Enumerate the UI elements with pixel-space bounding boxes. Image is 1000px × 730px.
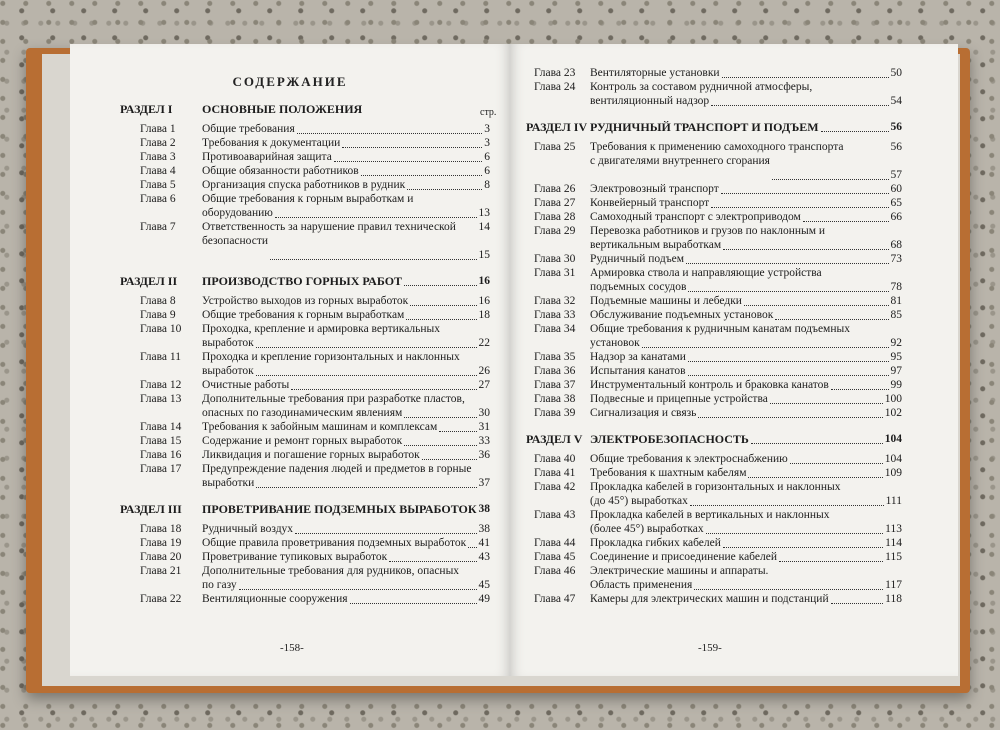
entry-title: Общие требования к горным выработкам <box>202 309 405 321</box>
page-ref: 115 <box>885 551 902 563</box>
entry-title: Общие требования <box>202 123 295 135</box>
page-ref: 6 <box>484 151 490 163</box>
entry-title-cont: вентиляционный надзор <box>590 95 710 107</box>
page-ref: 36 <box>478 449 490 461</box>
entry-title: Общие обязанности работников <box>202 165 359 177</box>
entry-title: Инструментальный контроль и браковка канатов <box>590 379 829 391</box>
page-ref: 100 <box>884 393 902 405</box>
dot-leader <box>406 318 477 320</box>
dot-leader <box>439 430 477 432</box>
entry-title-cont: (до 45°) выработках <box>590 495 688 507</box>
chapter-label: Глава 39 <box>534 407 576 419</box>
dot-leader <box>775 318 889 320</box>
chapter-label: Глава 36 <box>534 365 576 377</box>
page-ref: 109 <box>884 467 902 479</box>
entry-title: Требования к документации <box>202 137 341 149</box>
entry-title: Прокладка кабелей в горизонтальных и наклонных <box>590 481 841 493</box>
chapter-label: Глава 29 <box>534 225 576 237</box>
page-ref: 60 <box>890 183 902 195</box>
chapter-label: Глава 14 <box>140 421 182 433</box>
chapter-label: Глава 7 <box>140 221 176 233</box>
page-ref: 37 <box>478 477 490 489</box>
page-ref: 54 <box>890 95 902 107</box>
entry-title-cont: безопасности <box>202 235 269 247</box>
dot-leader <box>690 504 884 506</box>
chapter-label: Глава 10 <box>140 323 182 335</box>
dot-leader <box>779 560 883 562</box>
entry-title: РУДНИЧНЫЙ ТРАНСПОРТ И ПОДЪЕМ <box>590 120 819 134</box>
page-ref: 65 <box>890 197 902 209</box>
chapter-label: Глава 3 <box>140 151 176 163</box>
page-ref: 30 <box>478 407 490 419</box>
page-ref: 49 <box>478 593 490 605</box>
entry-title: Требования к шахтным кабелям <box>590 467 747 479</box>
chapter-label: Глава 43 <box>534 509 576 521</box>
left-page <box>70 44 511 676</box>
chapter-label: Глава 22 <box>140 593 182 605</box>
entry-title: Требования к применению самоходного транспорта <box>590 141 844 153</box>
page-ref: 56 <box>890 121 902 133</box>
entry-title: Сигнализация и связь <box>590 407 697 419</box>
page-ref: 78 <box>890 281 902 293</box>
entry-title-cont: опасных по газодинамическим явлениям <box>202 407 403 419</box>
chapter-label: Глава 24 <box>534 81 576 93</box>
page-ref: 114 <box>885 537 902 549</box>
entry-title: Ликвидация и погашение горных выработок <box>202 449 420 461</box>
page-ref: 102 <box>884 407 902 419</box>
chapter-label: Глава 34 <box>534 323 576 335</box>
chapter-label: Глава 9 <box>140 309 176 321</box>
page-ref: 16 <box>478 295 490 307</box>
entry-title-cont: оборудованию <box>202 207 273 219</box>
dot-leader <box>772 178 889 180</box>
dot-leader <box>803 220 889 222</box>
entry-title: Ответственность за нарушение правил технической <box>202 221 456 233</box>
chapter-label: Глава 21 <box>140 565 182 577</box>
entry-title-cont: выработки <box>202 477 255 489</box>
chapter-label: Глава 37 <box>534 379 576 391</box>
dot-leader <box>694 588 883 590</box>
chapter-label: Глава 44 <box>534 537 576 549</box>
chapter-label: Глава 38 <box>534 393 576 405</box>
dot-leader <box>407 188 482 190</box>
entry-title: Рудничный воздух <box>202 523 294 535</box>
chapter-label: Глава 41 <box>534 467 576 479</box>
dot-leader <box>711 104 889 106</box>
page-ref: 3 <box>484 123 490 135</box>
dot-leader <box>722 76 889 78</box>
dot-leader <box>342 146 482 148</box>
page-ref: 38 <box>478 523 490 535</box>
chapter-label: Глава 32 <box>534 295 576 307</box>
chapter-label: Глава 25 <box>534 141 576 153</box>
page-ref: 104 <box>884 433 902 445</box>
dot-leader <box>468 546 477 548</box>
entry-title: Самоходный транспорт с электроприводом <box>590 211 801 223</box>
dot-leader <box>723 546 883 548</box>
page-ref: 56 <box>890 141 902 153</box>
chapter-label: Глава 2 <box>140 137 176 149</box>
page-ref: 18 <box>478 309 490 321</box>
entry-title: ПРОВЕТРИВАНИЕ ПОДЗЕМНЫХ ВЫРАБОТОК <box>202 502 477 516</box>
entry-title: Подъемные машины и лебедки <box>590 295 742 307</box>
section-label: РАЗДЕЛ III <box>120 502 182 516</box>
page-ref: 27 <box>478 379 490 391</box>
entry-title: ЭЛЕКТРОБЕЗОПАСНОСТЬ <box>590 432 749 446</box>
page-ref: 97 <box>890 365 902 377</box>
page-ref: 13 <box>478 207 490 219</box>
page-ref: 22 <box>478 337 490 349</box>
dot-leader <box>291 388 477 390</box>
page-ref: 43 <box>478 551 490 563</box>
page-ref: 92 <box>890 337 902 349</box>
dot-leader <box>790 462 883 464</box>
dot-leader <box>404 444 477 446</box>
dot-leader <box>748 476 883 478</box>
entry-title: Прокладка гибких кабелей <box>590 537 721 549</box>
dot-leader <box>297 132 482 134</box>
page-ref: 50 <box>890 67 902 79</box>
page-ref: 33 <box>478 435 490 447</box>
entry-title: Контроль за составом рудничной атмосферы, <box>590 81 813 93</box>
page-ref: 38 <box>478 503 490 515</box>
dot-leader <box>239 588 477 590</box>
dot-leader <box>275 216 477 218</box>
chapter-label: Глава 13 <box>140 393 182 405</box>
chapter-label: Глава 40 <box>534 453 576 465</box>
entry-title: Конвейерный транспорт <box>590 197 710 209</box>
page-ref: 41 <box>478 537 490 549</box>
chapter-label: Глава 45 <box>534 551 576 563</box>
dot-leader <box>770 402 883 404</box>
dot-leader <box>295 532 477 534</box>
entry-title: Электрические машины и аппараты. <box>590 565 769 577</box>
page-ref: 81 <box>890 295 902 307</box>
entry-title-cont: с двигателями внутреннего сгорания <box>590 155 770 167</box>
entry-title-cont: (более 45°) выработках <box>590 523 704 535</box>
entry-title: ПРОИЗВОДСТВО ГОРНЫХ РАБОТ <box>202 274 403 288</box>
page-ref: 104 <box>884 453 902 465</box>
entry-title: Общие требования к рудничным канатам подъемных <box>590 323 850 335</box>
entry-title: Электровозный транспорт <box>590 183 719 195</box>
entry-title: Предупреждение падения людей и предметов в горные <box>202 463 472 475</box>
entry-title: Требования к забойным машинам и комплексам <box>202 421 438 433</box>
chapter-label: Глава 33 <box>534 309 576 321</box>
entry-title: Вентиляторные установки <box>590 67 720 79</box>
page-ref: 99 <box>890 379 902 391</box>
dot-leader <box>404 284 477 286</box>
entry-title: Испытания канатов <box>590 365 686 377</box>
dot-leader <box>389 560 477 562</box>
entry-title-cont: установок <box>590 337 640 349</box>
dot-leader <box>686 262 889 264</box>
entry-title: Дополнительные требования для рудников, опасных <box>202 565 460 577</box>
dot-leader <box>361 174 482 176</box>
dot-leader <box>744 304 889 306</box>
entry-title: Прокладка кабелей в вертикальных и наклонных <box>590 509 830 521</box>
page-ref: 14 <box>478 221 490 233</box>
chapter-label: Глава 19 <box>140 537 182 549</box>
chapter-label: Глава 20 <box>140 551 182 563</box>
dot-leader <box>751 442 883 444</box>
chapter-label: Глава 27 <box>534 197 576 209</box>
chapter-label: Глава 46 <box>534 565 576 577</box>
dot-leader <box>422 458 477 460</box>
dot-leader <box>334 160 482 162</box>
dot-leader <box>831 602 883 604</box>
section-label: РАЗДЕЛ I <box>120 102 173 116</box>
entry-title: Надзор за канатами <box>590 351 686 363</box>
dot-leader <box>270 258 477 260</box>
entry-title: Организация спуска работников в рудник <box>202 179 406 191</box>
entry-title-cont: выработок <box>202 337 254 349</box>
chapter-label: Глава 15 <box>140 435 182 447</box>
chapter-label: Глава 16 <box>140 449 182 461</box>
dot-leader <box>723 248 889 250</box>
section-label: РАЗДЕЛ IV <box>526 120 588 134</box>
entry-title: Армировка ствола и направляющие устройства <box>590 267 822 279</box>
dot-leader <box>350 602 477 604</box>
dot-leader <box>688 374 889 376</box>
dot-leader <box>642 346 889 348</box>
entry-title-cont: выработок <box>202 365 254 377</box>
page-ref: 3 <box>484 137 490 149</box>
page-ref: 15 <box>478 249 490 261</box>
page-ref: 57 <box>890 169 902 181</box>
chapter-label: Глава 12 <box>140 379 182 391</box>
entry-title-cont: вертикальным выработкам <box>590 239 722 251</box>
entry-title: Проходка, крепление и армировка вертикальных <box>202 323 441 335</box>
entry-title: Общие требования к электроснабжению <box>590 453 788 465</box>
page-ref: 45 <box>478 579 490 591</box>
page-ref: 113 <box>885 523 902 535</box>
right-page-number: -159- <box>698 642 722 654</box>
chapter-label: Глава 4 <box>140 165 176 177</box>
dot-leader <box>706 532 883 534</box>
entry-title-cont: по газу <box>202 579 237 591</box>
entry-title: Общие требования к горным выработкам и <box>202 193 414 205</box>
page-column-header: стр. <box>480 107 497 118</box>
left-page-number: -158- <box>280 642 304 654</box>
dot-leader <box>688 360 889 362</box>
entry-title: Обслуживание подъемных установок <box>590 309 774 321</box>
chapter-label: Глава 23 <box>534 67 576 79</box>
chapter-label: Глава 18 <box>140 523 182 535</box>
page-ref: 31 <box>478 421 490 433</box>
entry-title: Подвесные и прицепные устройства <box>590 393 768 405</box>
entry-title: Содержание и ремонт горных выработок <box>202 435 403 447</box>
chapter-label: Глава 1 <box>140 123 176 135</box>
entry-title: Соединение и присоединение кабелей <box>590 551 777 563</box>
entry-title: Дополнительные требования при разработке пластов, <box>202 393 465 405</box>
entry-title: Камеры для электрических машин и подстанций <box>590 593 829 605</box>
entry-title: Противоаварийная защита <box>202 151 332 163</box>
entry-title: Рудничный подъем <box>590 253 685 265</box>
page-ref: 117 <box>885 579 902 591</box>
page-ref: 95 <box>890 351 902 363</box>
dot-leader <box>256 486 477 488</box>
entry-title: Проходка и крепление горизонтальных и наклонных <box>202 351 460 363</box>
page-ref: 66 <box>890 211 902 223</box>
right-page <box>510 44 958 676</box>
dot-leader <box>256 374 477 376</box>
entry-title-cont: подъемных сосудов <box>590 281 687 293</box>
chapter-label: Глава 8 <box>140 295 176 307</box>
dot-leader <box>711 206 889 208</box>
chapter-label: Глава 42 <box>534 481 576 493</box>
chapter-label: Глава 17 <box>140 463 182 475</box>
entry-title: Очистные работы <box>202 379 290 391</box>
chapter-label: Глава 31 <box>534 267 576 279</box>
dot-leader <box>831 388 889 390</box>
page-ref: 68 <box>890 239 902 251</box>
page-ref: 8 <box>484 179 490 191</box>
page-ref: 111 <box>885 495 902 507</box>
chapter-label: Глава 11 <box>140 351 181 363</box>
page-ref: 6 <box>484 165 490 177</box>
chapter-label: Глава 30 <box>534 253 576 265</box>
dot-leader <box>404 416 477 418</box>
entry-title: Перевозка работников и грузов по наклонным и <box>590 225 826 237</box>
entry-title: Устройство выходов из горных выработок <box>202 295 409 307</box>
chapter-label: Глава 28 <box>534 211 576 223</box>
page-ref: 16 <box>478 275 490 287</box>
dot-leader <box>688 290 889 292</box>
chapter-label: Глава 35 <box>534 351 576 363</box>
dot-leader <box>821 130 889 132</box>
chapter-label: Глава 6 <box>140 193 176 205</box>
entry-title: ОСНОВНЫЕ ПОЛОЖЕНИЯ <box>202 102 363 116</box>
entry-title-cont: Область применения <box>590 579 693 591</box>
chapter-label: Глава 26 <box>534 183 576 195</box>
page-ref: 26 <box>478 365 490 377</box>
page-ref: 85 <box>890 309 902 321</box>
chapter-label: Глава 47 <box>534 593 576 605</box>
section-label: РАЗДЕЛ V <box>526 432 583 446</box>
dot-leader <box>256 346 477 348</box>
entry-title: Общие правила проветривания подземных выработок <box>202 537 467 549</box>
chapter-label: Глава 5 <box>140 179 176 191</box>
page-ref: 73 <box>890 253 902 265</box>
dot-leader <box>721 192 889 194</box>
dot-leader <box>410 304 477 306</box>
toc-title: СОДЕРЖАНИЕ <box>232 74 348 89</box>
dot-leader <box>698 416 883 418</box>
section-label: РАЗДЕЛ II <box>120 274 178 288</box>
page-ref: 118 <box>885 593 902 605</box>
entry-title: Вентиляционные сооружения <box>202 593 348 605</box>
entry-title: Проветривание тупиковых выработок <box>202 551 388 563</box>
